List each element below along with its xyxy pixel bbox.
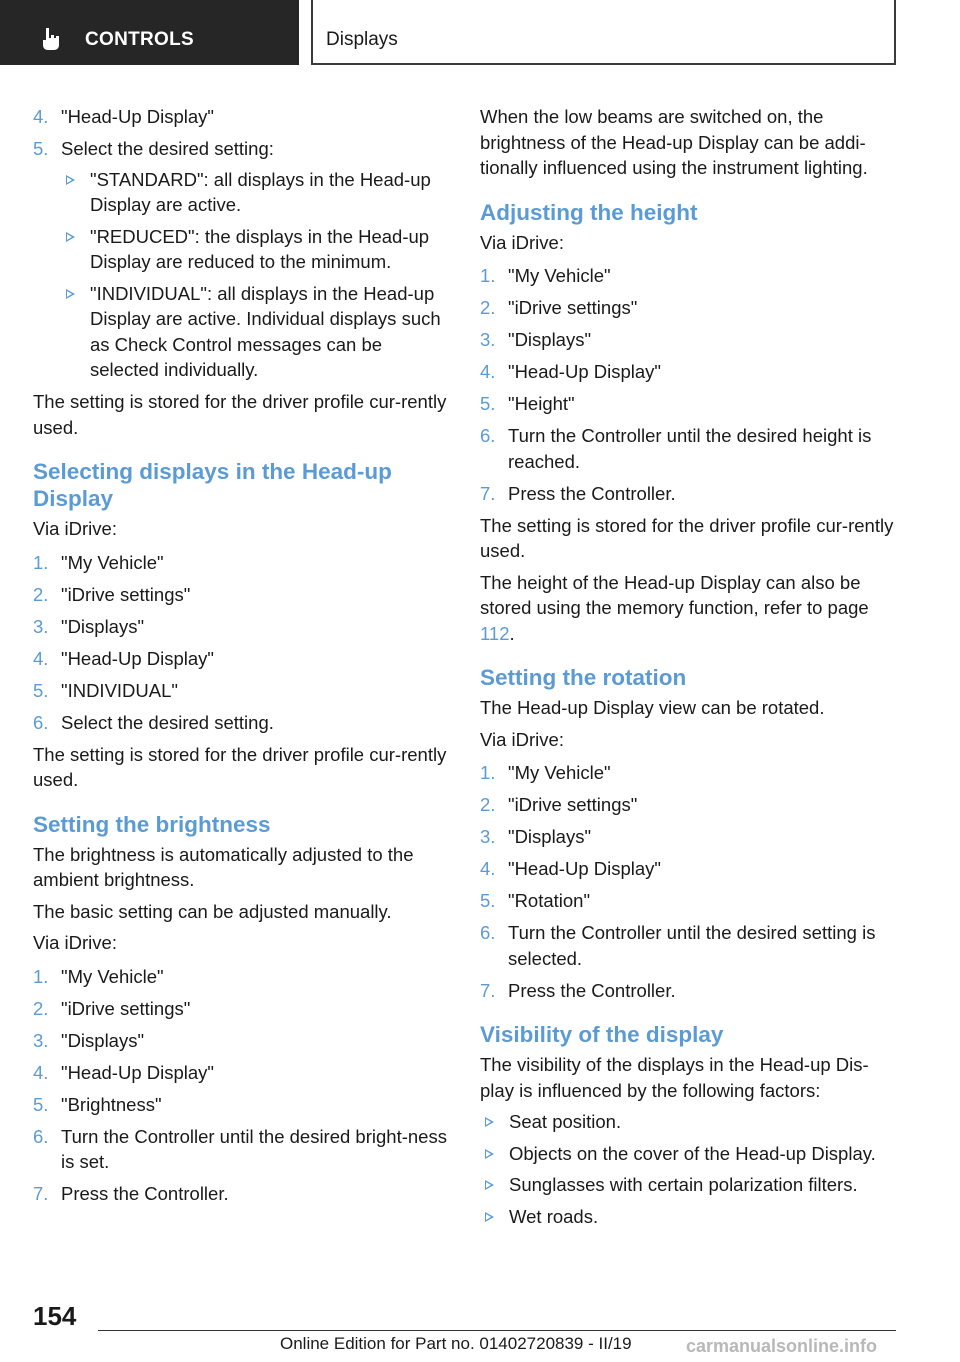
hand-pointer-icon	[38, 26, 64, 52]
step-number: 7.	[480, 482, 496, 504]
list-item	[33, 1181, 449, 1207]
paragraph: The setting is stored for the driver profile cur-rently used.	[33, 391, 447, 438]
step-text: "Head-Up Display"	[61, 647, 214, 669]
step-number: 4.	[480, 361, 496, 382]
paragraph: Via iDrive:	[33, 518, 117, 539]
step-number: 5.	[480, 393, 496, 414]
step-text: Turn the Controller until the desired height is reached.	[508, 425, 872, 472]
step-text: Turn the Controller until the desired setting is selected.	[508, 922, 876, 969]
step-number: 6.	[33, 1125, 49, 1147]
step-text: Press the Controller.	[508, 979, 676, 1001]
step-number: 3.	[480, 826, 496, 847]
intro-steps	[33, 104, 449, 383]
section-heading: Setting the rotation	[480, 665, 687, 690]
paragraph: The setting is stored for the driver profile cur-rently used.	[33, 743, 447, 790]
step-text: "iDrive settings"	[508, 297, 638, 318]
list-item	[33, 550, 449, 576]
footer-divider	[98, 1330, 896, 1331]
paragraph: The visibility of the displays in the Head-up Dis-play is influenced by the following factors:	[480, 1054, 869, 1101]
step-number: 3.	[480, 329, 496, 350]
step-text: Press the Controller.	[508, 482, 676, 504]
factor-text: Wet roads.	[509, 1205, 599, 1227]
step-number: 4.	[33, 1061, 49, 1083]
step-text: "My Vehicle"	[508, 762, 611, 783]
step-text: Select the desired setting:	[61, 138, 274, 159]
step-number: 5.	[480, 890, 496, 911]
list-item	[480, 760, 896, 786]
factor-text: Seat position.	[509, 1111, 622, 1132]
topic-tab	[311, 0, 896, 65]
step-text: "iDrive settings"	[61, 583, 191, 605]
setting-options	[61, 167, 449, 383]
list-item	[480, 391, 896, 417]
paragraph: When the low beams are switched on, the brightness of the Head-up Display can be addi-tionally influenced using the instrument lighting.	[480, 106, 868, 178]
step-text: "My Vehicle"	[508, 265, 611, 286]
topic-title: Displays	[326, 29, 398, 50]
list-item	[480, 1204, 896, 1230]
list-item	[480, 359, 896, 385]
paragraph	[480, 570, 896, 647]
step-number: 5.	[33, 1093, 49, 1115]
list-item	[33, 1028, 449, 1054]
step-text: "iDrive settings"	[508, 794, 638, 815]
step-text: "Displays"	[61, 1029, 145, 1051]
step-text: "Rotation"	[508, 890, 591, 911]
paragraph: The setting is stored for the driver profile cur-rently used.	[480, 514, 894, 561]
list-item	[480, 920, 896, 971]
step-text: "Displays"	[508, 826, 592, 847]
list-item	[33, 582, 449, 608]
triangle-bullet-icon	[485, 1149, 494, 1159]
step-number: 5.	[33, 138, 49, 159]
section-title: CONTROLS	[85, 29, 195, 50]
list-item	[33, 136, 449, 383]
list-item	[33, 104, 449, 130]
list-item	[61, 281, 449, 383]
paragraph: The Head-up Display view can be rotated.	[480, 697, 825, 718]
list-item	[480, 295, 896, 321]
list-item	[480, 481, 896, 507]
step-text: "Head-Up Display"	[61, 106, 214, 127]
list-item	[480, 327, 896, 353]
step-number: 6.	[480, 425, 496, 446]
step-text: "Brightness"	[61, 1093, 162, 1115]
list-item	[480, 1109, 896, 1135]
step-text: "Displays"	[61, 615, 145, 637]
paragraph: Via iDrive:	[33, 932, 117, 953]
list-item	[33, 1124, 449, 1175]
list-item	[480, 856, 896, 882]
list-item	[480, 978, 896, 1004]
paragraph: The basic setting can be adjusted manually.	[33, 900, 392, 922]
step-text: Select the desired setting.	[61, 711, 274, 733]
section-heading: Adjusting the height	[480, 199, 698, 225]
edition-text: Online Edition for Part no. 01402720839 - II/19	[280, 1334, 632, 1353]
option-text: "STANDARD": all displays in the Head-up Display are active.	[90, 168, 431, 215]
step-number: 2.	[33, 583, 49, 605]
rotation-steps	[480, 760, 896, 1003]
step-number: 1.	[480, 762, 496, 783]
step-text: "Head-Up Display"	[61, 1061, 214, 1083]
list-item	[33, 710, 449, 736]
section-tab	[0, 0, 299, 65]
list-item	[480, 792, 896, 818]
step-number: 3.	[33, 615, 49, 637]
option-text: "REDUCED": the displays in the Head-up Display are reduced to the minimum.	[90, 225, 430, 272]
list-item	[61, 224, 449, 275]
brightness-steps	[33, 964, 449, 1207]
step-number: 6.	[33, 711, 49, 733]
paragraph-text: .	[509, 622, 515, 644]
list-item	[61, 167, 449, 218]
list-item	[480, 1141, 896, 1167]
section-heading: Selecting displays in the Head-up Display	[33, 459, 392, 511]
list-item	[480, 824, 896, 850]
height-steps	[480, 263, 896, 506]
step-number: 2.	[480, 297, 496, 318]
paragraph: The brightness is automatically adjusted to the ambient brightness.	[33, 843, 414, 890]
paragraph: Via iDrive:	[480, 231, 564, 253]
step-text: "My Vehicle"	[61, 551, 164, 573]
section-heading: Setting the brightness	[33, 811, 271, 837]
paragraph: Via iDrive:	[480, 728, 564, 750]
step-number: 2.	[480, 794, 496, 815]
step-text: "iDrive settings"	[61, 997, 191, 1019]
list-item	[33, 1092, 449, 1118]
step-number: 4.	[480, 858, 496, 879]
triangle-bullet-icon	[66, 289, 75, 299]
triangle-bullet-icon	[485, 1117, 494, 1127]
step-text: "Displays"	[508, 329, 592, 350]
list-item	[33, 996, 449, 1022]
triangle-bullet-icon	[485, 1180, 494, 1190]
step-text: "My Vehicle"	[61, 965, 164, 987]
step-number: 2.	[33, 997, 49, 1019]
factor-text: Objects on the cover of the Head-up Display.	[509, 1142, 876, 1164]
watermark-text: carmanualsonline.info	[686, 1336, 878, 1356]
step-text: "Height"	[508, 393, 575, 414]
list-item	[480, 1172, 896, 1198]
page-reference-link[interactable]: 112	[480, 622, 510, 644]
step-number: 6.	[480, 922, 496, 943]
step-number: 7.	[33, 1183, 49, 1204]
triangle-bullet-icon	[485, 1212, 494, 1222]
left-column	[33, 104, 449, 1213]
list-item	[33, 964, 449, 990]
step-number: 3.	[33, 1029, 49, 1051]
step-number: 1.	[33, 551, 49, 573]
step-text: "Head-Up Display"	[508, 361, 661, 382]
list-item	[480, 263, 896, 289]
step-text: Turn the Controller until the desired bright-ness is set.	[61, 1125, 447, 1172]
list-item	[480, 423, 896, 474]
step-text: Press the Controller.	[61, 1183, 229, 1204]
factor-text: Sunglasses with certain polarization filters.	[509, 1174, 858, 1195]
visibility-factors	[480, 1109, 896, 1229]
list-item	[33, 1060, 449, 1086]
paragraph-text: The height of the Head-up Display can also be stored using the memory function, refer to page	[480, 571, 869, 618]
step-number: 4.	[33, 106, 49, 127]
selecting-steps	[33, 550, 449, 736]
step-number: 7.	[480, 979, 496, 1001]
page-number: 154	[33, 1301, 77, 1331]
list-item	[33, 646, 449, 672]
right-column	[480, 104, 896, 1235]
step-text: "INDIVIDUAL"	[61, 679, 178, 701]
triangle-bullet-icon	[66, 232, 75, 242]
step-number: 1.	[480, 265, 496, 286]
option-text: "INDIVIDUAL": all displays in the Head-up Display are active. Individual displays such as Check Control messages can be selected individually.	[90, 282, 441, 380]
section-heading: Visibility of the display	[480, 1022, 724, 1047]
list-item	[480, 888, 896, 914]
step-number: 4.	[33, 647, 49, 669]
step-number: 5.	[33, 679, 49, 701]
step-text: "Head-Up Display"	[508, 858, 661, 879]
step-number: 1.	[33, 965, 49, 987]
triangle-bullet-icon	[66, 175, 75, 185]
list-item	[33, 614, 449, 640]
list-item	[33, 678, 449, 704]
